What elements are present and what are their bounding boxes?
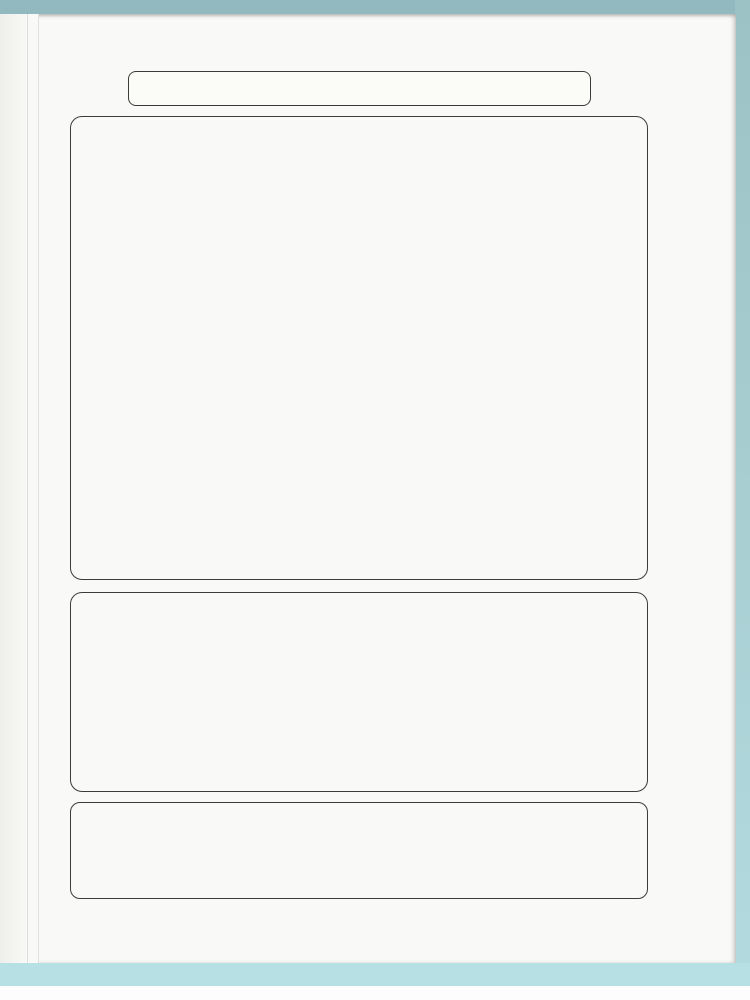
cover-bottom-strip [0, 963, 750, 986]
cover-right-strip [735, 0, 750, 986]
page-title-box [128, 71, 591, 106]
cover-top-strip [0, 0, 750, 14]
staff-contacts-box [70, 592, 648, 792]
diary-page [0, 14, 736, 963]
page-fold-line [27, 14, 28, 963]
personal-data-form-box [70, 116, 648, 580]
emergency-phones-box [70, 802, 648, 899]
page-fold-shading [0, 14, 39, 963]
